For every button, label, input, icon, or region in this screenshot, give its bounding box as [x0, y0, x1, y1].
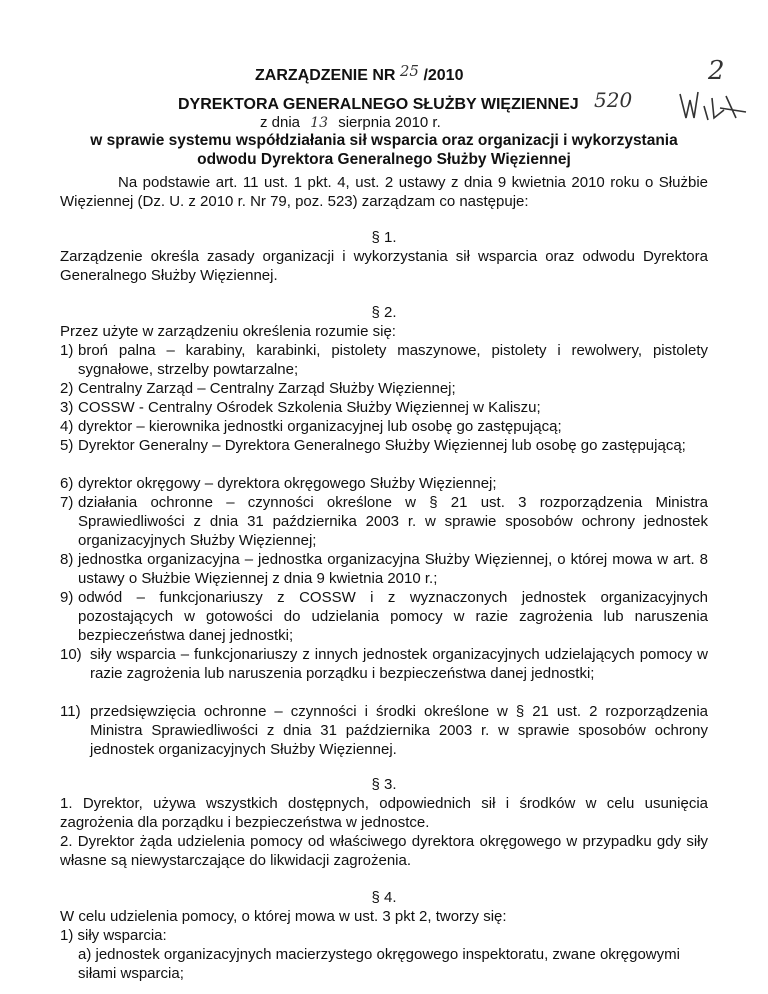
definition-item [60, 493, 708, 550]
item-text: siły wsparcia – funkcjonariuszy z innych jednostek organizacyjnych udzielających pomocy w razie zagrożenia lub naruszenia porządku i bezpieczeństwa danej jednostki; [90, 646, 708, 682]
item-text: broń palna – karabiny, karabinki, pistolety maszynowe, pistolety i rewolwery, pistolety sygnałowe, strzelby powtarzalne; [78, 342, 708, 378]
item-number: 3) [60, 399, 74, 416]
section-1-heading: § 1. [371, 229, 397, 246]
item-text: COSSW - Centralny Ośrodek Szkolenia Służby Więziennej w Kaliszu; [78, 399, 541, 416]
item-number: 1) [60, 342, 74, 359]
section-3-paragraph-2: 2. Dyrektor żąda udzielenia pomocy od właściwego dyrektora okręgowego w przypadku gdy siły własne są niewystarczające do likwidacji zagrożenia. [60, 833, 708, 869]
item-number: 5) [60, 437, 74, 454]
definition-item [60, 417, 708, 436]
item-number: 11) [60, 703, 81, 720]
item-number: 8) [60, 551, 74, 568]
document-title [255, 62, 463, 85]
item-text: Centralny Zarząd – Centralny Zarząd Służby Więziennej; [78, 380, 456, 397]
subject-line-2: odwodu Dyrektora Generalnego Służby Więziennej [197, 151, 571, 168]
item-number: 7) [60, 494, 74, 511]
title-prefix: ZARZĄDZENIE NR [255, 67, 396, 84]
section-1-text: Zarządzenie określa zasady organizacji i wykorzystania sił wsparcia oraz odwodu Dyrektora Generalnego Służby Więziennej. [60, 248, 708, 284]
issuer-line: DYREKTORA GENERALNEGO SŁUŻBY WIĘZIENNEJ [178, 96, 579, 113]
definition-item [60, 702, 708, 759]
preamble: Na podstawie art. 11 ust. 1 pkt. 4, ust. 2 ustawy z dnia 9 kwietnia 2010 roku o Służbie Więziennej (Dz. U. z 2010 r. Nr 79, poz. 523) zarządzam co następuje: [60, 174, 708, 210]
section-3-heading: § 3. [371, 776, 397, 793]
date-suffix: sierpnia 2010 r. [338, 114, 441, 131]
definition-item [60, 398, 708, 417]
title-number-handwritten: 25 [399, 62, 419, 80]
section-4-item-1: 1) siły wsparcia: [60, 927, 167, 944]
section-4-item-1a: a) jednostek organizacyjnych macierzystego okręgowego inspektoratu, zwane okręgowymi siłami wsparcia; [78, 946, 680, 982]
section-2-intro: Przez użyte w zarządzeniu określenia rozumie się: [60, 323, 396, 340]
subject-line-1: w sprawie systemu współdziałania sił wsparcia oraz organizacji i wykorzystania [90, 132, 678, 149]
margin-handwritten-number: 520 [594, 88, 633, 112]
item-number: 6) [60, 475, 74, 492]
section-2-heading: § 2. [371, 304, 397, 321]
definition-item [60, 341, 708, 379]
definition-item [60, 379, 708, 398]
section-4-intro: W celu udzielenia pomocy, o której mowa w ust. 3 pkt 2, tworzy się: [60, 908, 507, 925]
definition-item [60, 588, 708, 645]
item-text: Dyrektor Generalny – Dyrektora Generalnego Służby Więziennej lub osobę go zastępującą; [78, 437, 686, 454]
item-number: 2) [60, 380, 74, 397]
definition-item [60, 645, 708, 683]
title-suffix: /2010 [423, 67, 464, 84]
section-4-heading: § 4. [371, 889, 397, 906]
definition-item [60, 474, 708, 493]
item-text: dyrektor – kierownika jednostki organizacyjnej lub osobę go zastępującą; [78, 418, 562, 435]
item-text: przedsięwzięcia ochronne – czynności i środki określone w § 21 ust. 2 rozporządzenia Ministra Sprawiedliwości z dnia 31 października 2003 r. w sprawie sposobów ochrony jednostek organizacyjnych Służby Więziennej. [90, 703, 708, 758]
date-day-handwritten: 13 [310, 115, 329, 131]
item-text: dyrektor okręgowy – dyrektora okręgowego Służby Więziennej; [78, 475, 497, 492]
item-number: 9) [60, 589, 74, 606]
date-line [260, 114, 441, 131]
section-3-paragraph-1: 1. Dyrektor, używa wszystkich dostępnych, odpowiednich sił i środków w celu usunięcia zagrożenia dla porządku i bezpieczeństwa w jednostce. [60, 795, 708, 831]
corner-handwritten-number: 2 [708, 56, 725, 86]
item-text: działania ochronne – czynności określone w § 21 ust. 3 rozporządzenia Ministra Sprawiedliwości z dnia 31 października 2003 r. w sprawie sposobów ochrony jednostek organizacyjnych Służby Więziennej; [78, 494, 708, 549]
definition-item [60, 436, 708, 455]
item-number: 4) [60, 418, 74, 435]
handwritten-signature [676, 88, 750, 126]
item-number: 10) [60, 646, 82, 663]
item-text: jednostka organizacyjna – jednostka organizacyjna Służby Więziennej, o której mowa w art. 8 ustawy o Służbie Więziennej z dnia 9 kwietnia 2010 r.; [78, 551, 708, 587]
item-text: odwód – funkcjonariuszy z COSSW i z wyznaczonych jednostek organizacyjnych pozostających w gotowości do udzielania pomocy w razie zagrożenia lub naruszenia bezpieczeństwa danej jednostki; [78, 589, 708, 644]
definition-item [60, 550, 708, 588]
date-prefix: z dnia [260, 114, 301, 131]
